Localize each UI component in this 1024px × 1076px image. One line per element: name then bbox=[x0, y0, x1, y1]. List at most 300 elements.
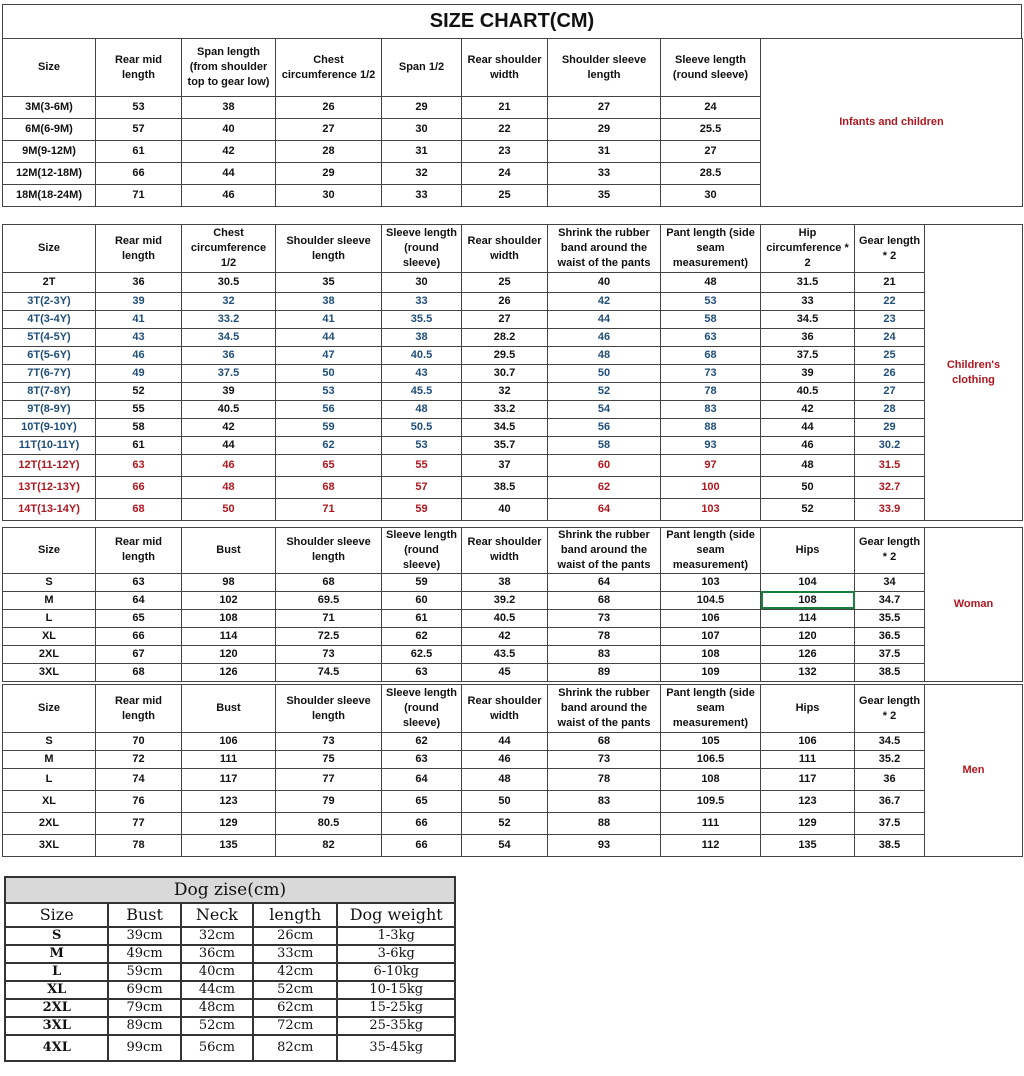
table-row bbox=[3, 813, 1023, 835]
value-cell: 53 bbox=[96, 97, 182, 119]
value-cell: 93 bbox=[661, 437, 761, 455]
value-cell: 28 bbox=[855, 401, 925, 419]
value-cell: 63 bbox=[382, 663, 462, 681]
table-row bbox=[3, 419, 1023, 437]
value-cell: 62.5 bbox=[382, 645, 462, 663]
value-cell: 63 bbox=[96, 455, 182, 477]
value-cell: 62cm bbox=[253, 999, 337, 1017]
value-cell: 38.5 bbox=[855, 835, 925, 857]
value-cell: 21 bbox=[462, 97, 548, 119]
size-cell: 3XL bbox=[3, 663, 96, 681]
value-cell: 129 bbox=[182, 813, 276, 835]
column-header: Neck bbox=[181, 903, 253, 927]
table-row bbox=[5, 927, 455, 945]
value-cell: 50 bbox=[182, 499, 276, 521]
table-row bbox=[3, 293, 1023, 311]
size-cell: M bbox=[3, 591, 96, 609]
value-cell: 66 bbox=[96, 477, 182, 499]
size-cell: L bbox=[3, 769, 96, 791]
value-cell: 71 bbox=[276, 609, 382, 627]
value-cell: 40cm bbox=[181, 963, 253, 981]
value-cell: 50.5 bbox=[382, 419, 462, 437]
value-cell: 44 bbox=[462, 733, 548, 751]
table-row bbox=[3, 769, 1023, 791]
value-cell: 98 bbox=[182, 573, 276, 591]
column-header: Size bbox=[3, 39, 96, 97]
value-cell: 42cm bbox=[253, 963, 337, 981]
value-cell: 53 bbox=[661, 293, 761, 311]
column-header: Shoulder sleeve length bbox=[548, 39, 661, 97]
value-cell: 33 bbox=[382, 293, 462, 311]
value-cell: 48cm bbox=[181, 999, 253, 1017]
value-cell: 69.5 bbox=[276, 591, 382, 609]
value-cell: 83 bbox=[661, 401, 761, 419]
value-cell: 32 bbox=[182, 293, 276, 311]
value-cell: 79cm bbox=[108, 999, 180, 1017]
value-cell: 78 bbox=[661, 383, 761, 401]
table-row bbox=[3, 401, 1023, 419]
value-cell: 29 bbox=[548, 119, 661, 141]
value-cell: 29 bbox=[276, 163, 382, 185]
header-row bbox=[3, 39, 1023, 97]
table-row bbox=[3, 499, 1023, 521]
value-cell: 40 bbox=[182, 119, 276, 141]
value-cell: 56 bbox=[548, 419, 661, 437]
value-cell: 32.7 bbox=[855, 477, 925, 499]
value-cell: 33 bbox=[761, 293, 855, 311]
value-cell: 62 bbox=[548, 477, 661, 499]
size-cell: 9M(9-12M) bbox=[3, 141, 96, 163]
value-cell: 62 bbox=[276, 437, 382, 455]
value-cell: 40 bbox=[548, 273, 661, 293]
column-header: Size bbox=[3, 225, 96, 273]
value-cell: 22 bbox=[462, 119, 548, 141]
value-cell: 27 bbox=[548, 97, 661, 119]
value-cell: 68 bbox=[96, 499, 182, 521]
value-cell: 100 bbox=[661, 477, 761, 499]
column-header: Gear length * 2 bbox=[855, 685, 925, 733]
value-cell: 70 bbox=[96, 733, 182, 751]
value-cell: 52 bbox=[462, 813, 548, 835]
value-cell: 40.5 bbox=[761, 383, 855, 401]
value-cell: 48 bbox=[382, 401, 462, 419]
value-cell: 29 bbox=[855, 419, 925, 437]
table-row bbox=[3, 347, 1023, 365]
value-cell: 53 bbox=[382, 437, 462, 455]
value-cell: 42 bbox=[182, 141, 276, 163]
value-cell: 36 bbox=[761, 329, 855, 347]
value-cell: 40.5 bbox=[382, 347, 462, 365]
value-cell: 38.5 bbox=[462, 477, 548, 499]
value-cell: 108 bbox=[661, 769, 761, 791]
value-cell: 72cm bbox=[253, 1017, 337, 1035]
table-row bbox=[5, 981, 455, 999]
size-cell: 12T(11-12Y) bbox=[3, 455, 96, 477]
value-cell: 60 bbox=[548, 455, 661, 477]
value-cell: 65 bbox=[276, 455, 382, 477]
value-cell: 55 bbox=[96, 401, 182, 419]
value-cell: 26 bbox=[462, 293, 548, 311]
value-cell: 42 bbox=[761, 401, 855, 419]
column-header: Bust bbox=[182, 685, 276, 733]
value-cell: 88 bbox=[661, 419, 761, 437]
value-cell: 44cm bbox=[181, 981, 253, 999]
column-header: Rear shoulder width bbox=[462, 225, 548, 273]
value-cell: 30.5 bbox=[182, 273, 276, 293]
column-header: Chest circumference 1/2 bbox=[182, 225, 276, 273]
column-header: Shrink the rubber band around the waist of the pants bbox=[548, 685, 661, 733]
value-cell: 48 bbox=[462, 769, 548, 791]
value-cell: 34.7 bbox=[855, 591, 925, 609]
value-cell: 39 bbox=[761, 365, 855, 383]
value-cell: 36.7 bbox=[855, 791, 925, 813]
value-cell: 42 bbox=[182, 419, 276, 437]
value-cell: 102 bbox=[182, 591, 276, 609]
column-header: Rear mid length bbox=[96, 225, 182, 273]
table-row bbox=[3, 573, 1023, 591]
value-cell: 34.5 bbox=[462, 419, 548, 437]
value-cell: 48 bbox=[182, 477, 276, 499]
value-cell: 26cm bbox=[253, 927, 337, 945]
value-cell: 45.5 bbox=[382, 383, 462, 401]
woman-size-table bbox=[2, 527, 1023, 682]
value-cell: 73 bbox=[548, 609, 661, 627]
woman-label: Woman bbox=[925, 528, 1023, 682]
value-cell: 37 bbox=[462, 455, 548, 477]
size-cell: S bbox=[3, 573, 96, 591]
table-row bbox=[3, 835, 1023, 857]
size-cell: 7T(6-7Y) bbox=[3, 365, 96, 383]
value-cell: 109.5 bbox=[661, 791, 761, 813]
value-cell: 26 bbox=[276, 97, 382, 119]
size-cell: 3M(3-6M) bbox=[3, 97, 96, 119]
value-cell: 33.2 bbox=[182, 311, 276, 329]
value-cell: 68 bbox=[548, 733, 661, 751]
value-cell: 36 bbox=[96, 273, 182, 293]
column-header: Gear length * 2 bbox=[855, 225, 925, 273]
value-cell: 103 bbox=[661, 499, 761, 521]
size-cell: 4T(3-4Y) bbox=[3, 311, 96, 329]
value-cell: 112 bbox=[661, 835, 761, 857]
value-cell: 78 bbox=[548, 769, 661, 791]
children-size-table bbox=[2, 224, 1023, 521]
column-header: Pant length (side seam measurement) bbox=[661, 528, 761, 574]
value-cell: 63 bbox=[96, 573, 182, 591]
value-cell: 25-35kg bbox=[337, 1017, 455, 1035]
value-cell: 106.5 bbox=[661, 751, 761, 769]
table-row bbox=[3, 383, 1023, 401]
men-size-table bbox=[2, 684, 1023, 857]
value-cell: 37.5 bbox=[182, 365, 276, 383]
value-cell: 53 bbox=[276, 383, 382, 401]
value-cell: 1-3kg bbox=[337, 927, 455, 945]
value-cell: 61 bbox=[96, 437, 182, 455]
value-cell: 21 bbox=[855, 273, 925, 293]
value-cell: 120 bbox=[761, 627, 855, 645]
value-cell: 31.5 bbox=[761, 273, 855, 293]
value-cell: 46 bbox=[548, 329, 661, 347]
table-row bbox=[5, 963, 455, 981]
value-cell: 35.5 bbox=[855, 609, 925, 627]
value-cell: 30.7 bbox=[462, 365, 548, 383]
value-cell: 24 bbox=[462, 163, 548, 185]
table-row bbox=[5, 999, 455, 1017]
value-cell: 30 bbox=[382, 273, 462, 293]
size-cell: 6T(5-6Y) bbox=[3, 347, 96, 365]
value-cell: 123 bbox=[182, 791, 276, 813]
value-cell: 50 bbox=[548, 365, 661, 383]
value-cell: 73 bbox=[276, 733, 382, 751]
value-cell: 38 bbox=[182, 97, 276, 119]
column-header: Span length (from shoulder top to gear low) bbox=[182, 39, 276, 97]
value-cell: 64 bbox=[548, 573, 661, 591]
value-cell: 65 bbox=[96, 609, 182, 627]
value-cell: 35 bbox=[276, 273, 382, 293]
table-row bbox=[5, 945, 455, 963]
value-cell: 71 bbox=[276, 499, 382, 521]
dog-title-row bbox=[5, 877, 455, 903]
column-header: Shoulder sleeve length bbox=[276, 685, 382, 733]
value-cell: 135 bbox=[182, 835, 276, 857]
column-header: Chest circumference 1/2 bbox=[276, 39, 382, 97]
value-cell: 52cm bbox=[181, 1017, 253, 1035]
value-cell: 104 bbox=[761, 573, 855, 591]
value-cell: 54 bbox=[462, 835, 548, 857]
value-cell: 117 bbox=[182, 769, 276, 791]
value-cell: 59cm bbox=[108, 963, 180, 981]
value-cell: 68 bbox=[96, 663, 182, 681]
column-header: Sleeve length (round sleeve) bbox=[382, 225, 462, 273]
value-cell: 120 bbox=[182, 645, 276, 663]
table-row bbox=[3, 437, 1023, 455]
value-cell: 66 bbox=[96, 627, 182, 645]
column-header: Rear mid length bbox=[96, 528, 182, 574]
column-header: Rear shoulder width bbox=[462, 39, 548, 97]
value-cell: 97 bbox=[661, 455, 761, 477]
value-cell: 34 bbox=[855, 573, 925, 591]
value-cell: 44 bbox=[761, 419, 855, 437]
value-cell: 56cm bbox=[181, 1035, 253, 1061]
value-cell: 36 bbox=[182, 347, 276, 365]
column-header: Rear mid length bbox=[96, 685, 182, 733]
table-row bbox=[3, 455, 1023, 477]
value-cell: 83 bbox=[548, 791, 661, 813]
value-cell: 44 bbox=[182, 163, 276, 185]
table-row bbox=[3, 627, 1023, 645]
value-cell: 58 bbox=[548, 437, 661, 455]
column-header: Hips bbox=[761, 528, 855, 574]
size-cell: S bbox=[5, 927, 108, 945]
header-row bbox=[3, 685, 1023, 733]
value-cell: 63 bbox=[661, 329, 761, 347]
value-cell: 48 bbox=[761, 455, 855, 477]
column-header: Dog weight bbox=[337, 903, 455, 927]
value-cell: 33cm bbox=[253, 945, 337, 963]
value-cell: 36.5 bbox=[855, 627, 925, 645]
value-cell: 61 bbox=[382, 609, 462, 627]
value-cell: 44 bbox=[548, 311, 661, 329]
value-cell: 106 bbox=[761, 733, 855, 751]
value-cell: 38 bbox=[276, 293, 382, 311]
value-cell: 37.5 bbox=[761, 347, 855, 365]
value-cell: 48 bbox=[661, 273, 761, 293]
value-cell: 40.5 bbox=[182, 401, 276, 419]
value-cell: 30 bbox=[661, 185, 761, 207]
value-cell: 46 bbox=[182, 185, 276, 207]
value-cell: 24 bbox=[855, 329, 925, 347]
value-cell: 28.2 bbox=[462, 329, 548, 347]
value-cell: 77 bbox=[96, 813, 182, 835]
value-cell: 29.5 bbox=[462, 347, 548, 365]
value-cell: 44 bbox=[276, 329, 382, 347]
size-cell: XL bbox=[3, 791, 96, 813]
value-cell: 108 bbox=[761, 591, 855, 609]
value-cell: 66 bbox=[382, 813, 462, 835]
value-cell: 93 bbox=[548, 835, 661, 857]
value-cell: 52 bbox=[548, 383, 661, 401]
value-cell: 30 bbox=[382, 119, 462, 141]
value-cell: 64 bbox=[548, 499, 661, 521]
size-cell: 2T bbox=[3, 273, 96, 293]
infants-size-table bbox=[2, 38, 1023, 207]
value-cell: 30.2 bbox=[855, 437, 925, 455]
value-cell: 80.5 bbox=[276, 813, 382, 835]
value-cell: 50 bbox=[276, 365, 382, 383]
size-cell: 10T(9-10Y) bbox=[3, 419, 96, 437]
size-chart-title: SIZE CHART(CM) bbox=[2, 4, 1022, 38]
value-cell: 56 bbox=[276, 401, 382, 419]
value-cell: 38 bbox=[462, 573, 548, 591]
value-cell: 25 bbox=[855, 347, 925, 365]
value-cell: 6-10kg bbox=[337, 963, 455, 981]
column-header: Shoulder sleeve length bbox=[276, 528, 382, 574]
value-cell: 46 bbox=[462, 751, 548, 769]
size-cell: 14T(13-14Y) bbox=[3, 499, 96, 521]
value-cell: 33.2 bbox=[462, 401, 548, 419]
value-cell: 74.5 bbox=[276, 663, 382, 681]
column-header: Sleeve length (round sleeve) bbox=[382, 528, 462, 574]
value-cell: 25 bbox=[462, 273, 548, 293]
column-header: Rear shoulder width bbox=[462, 685, 548, 733]
value-cell: 46 bbox=[182, 455, 276, 477]
value-cell: 135 bbox=[761, 835, 855, 857]
size-cell: 2XL bbox=[3, 813, 96, 835]
value-cell: 27 bbox=[661, 141, 761, 163]
value-cell: 58 bbox=[96, 419, 182, 437]
value-cell: 99cm bbox=[108, 1035, 180, 1061]
value-cell: 117 bbox=[761, 769, 855, 791]
column-header: Shrink the rubber band around the waist of the pants bbox=[548, 528, 661, 574]
value-cell: 73 bbox=[548, 751, 661, 769]
value-cell: 103 bbox=[661, 573, 761, 591]
value-cell: 62 bbox=[382, 733, 462, 751]
men-label: Men bbox=[925, 685, 1023, 857]
value-cell: 34.5 bbox=[855, 733, 925, 751]
size-cell: M bbox=[3, 751, 96, 769]
value-cell: 43.5 bbox=[462, 645, 548, 663]
table-row bbox=[3, 591, 1023, 609]
value-cell: 111 bbox=[661, 813, 761, 835]
value-cell: 10-15kg bbox=[337, 981, 455, 999]
value-cell: 69cm bbox=[108, 981, 180, 999]
value-cell: 31 bbox=[382, 141, 462, 163]
value-cell: 50 bbox=[462, 791, 548, 813]
value-cell: 49 bbox=[96, 365, 182, 383]
table-row bbox=[3, 477, 1023, 499]
value-cell: 37.5 bbox=[855, 813, 925, 835]
value-cell: 23 bbox=[855, 311, 925, 329]
size-cell: 3XL bbox=[3, 835, 96, 857]
value-cell: 31 bbox=[548, 141, 661, 163]
value-cell: 83 bbox=[548, 645, 661, 663]
value-cell: 57 bbox=[96, 119, 182, 141]
column-header: Sleeve length (round sleeve) bbox=[661, 39, 761, 97]
column-header: Rear mid length bbox=[96, 39, 182, 97]
value-cell: 66 bbox=[382, 835, 462, 857]
table-row bbox=[3, 663, 1023, 681]
value-cell: 88 bbox=[548, 813, 661, 835]
column-header: Pant length (side seam measurement) bbox=[661, 685, 761, 733]
value-cell: 3-6kg bbox=[337, 945, 455, 963]
value-cell: 30 bbox=[276, 185, 382, 207]
value-cell: 50 bbox=[761, 477, 855, 499]
value-cell: 43 bbox=[382, 365, 462, 383]
value-cell: 72.5 bbox=[276, 627, 382, 645]
value-cell: 34.5 bbox=[761, 311, 855, 329]
value-cell: 77 bbox=[276, 769, 382, 791]
value-cell: 32cm bbox=[181, 927, 253, 945]
value-cell: 25.5 bbox=[661, 119, 761, 141]
value-cell: 82 bbox=[276, 835, 382, 857]
value-cell: 49cm bbox=[108, 945, 180, 963]
value-cell: 44 bbox=[182, 437, 276, 455]
value-cell: 47 bbox=[276, 347, 382, 365]
value-cell: 39.2 bbox=[462, 591, 548, 609]
value-cell: 15-25kg bbox=[337, 999, 455, 1017]
size-cell: 18M(18-24M) bbox=[3, 185, 96, 207]
column-header: Size bbox=[5, 903, 108, 927]
value-cell: 54 bbox=[548, 401, 661, 419]
value-cell: 68 bbox=[276, 573, 382, 591]
value-cell: 35-45kg bbox=[337, 1035, 455, 1061]
value-cell: 55 bbox=[382, 455, 462, 477]
dog-size-table bbox=[4, 876, 456, 1062]
value-cell: 42 bbox=[548, 293, 661, 311]
table-row bbox=[3, 609, 1023, 627]
value-cell: 42 bbox=[462, 627, 548, 645]
value-cell: 111 bbox=[182, 751, 276, 769]
value-cell: 38 bbox=[382, 329, 462, 347]
dog-table-title: Dog zise(cm) bbox=[5, 877, 455, 903]
size-cell: L bbox=[5, 963, 108, 981]
size-cell: 6M(6-9M) bbox=[3, 119, 96, 141]
children-label: Children's clothing bbox=[925, 225, 1023, 521]
value-cell: 67 bbox=[96, 645, 182, 663]
value-cell: 24 bbox=[661, 97, 761, 119]
column-header: Shoulder sleeve length bbox=[276, 225, 382, 273]
value-cell: 132 bbox=[761, 663, 855, 681]
size-cell: 9T(8-9Y) bbox=[3, 401, 96, 419]
column-header: Shrink the rubber band around the waist of the pants bbox=[548, 225, 661, 273]
value-cell: 52 bbox=[96, 383, 182, 401]
column-header: Bust bbox=[182, 528, 276, 574]
size-cell: 11T(10-11Y) bbox=[3, 437, 96, 455]
table-row bbox=[3, 329, 1023, 347]
value-cell: 48 bbox=[548, 347, 661, 365]
value-cell: 35.7 bbox=[462, 437, 548, 455]
value-cell: 28 bbox=[276, 141, 382, 163]
value-cell: 52cm bbox=[253, 981, 337, 999]
